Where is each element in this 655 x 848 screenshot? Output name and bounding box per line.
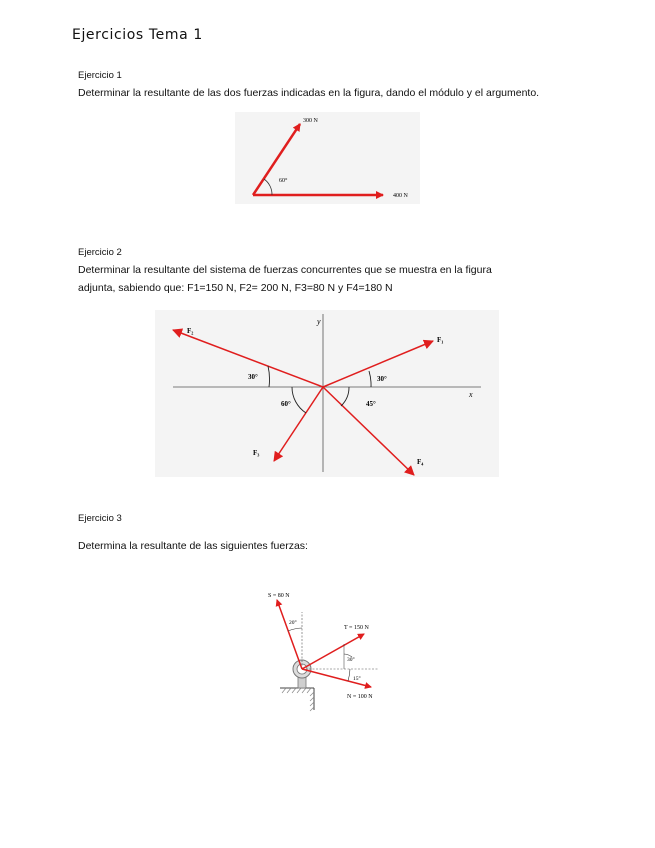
F3-label: F₃ (253, 449, 260, 457)
exercise-1-text: Determinar la resultante de las dos fuerzas indicadas en la figura, dando el módulo y el argumento. (78, 87, 540, 99)
F4-label: F₄ (417, 458, 424, 466)
exercise-2-figure (155, 310, 499, 477)
exercise-1-label: Ejercicio 1 (78, 70, 122, 81)
angle-arc-F1 (369, 371, 371, 387)
angle-arc-15 (348, 669, 350, 681)
exercise-1-figure (235, 112, 420, 204)
F1-label: F₁ (437, 336, 444, 344)
angle-20-label: 20° (289, 620, 297, 626)
y-axis-label: y (317, 317, 321, 326)
force-T-label: T = 150 N (344, 625, 369, 631)
force-400-label: 400 N (393, 193, 408, 199)
angle-arc-F3 (292, 387, 306, 413)
exercise-3-text: Determina la resultante de las siguientes fuerzas: (78, 540, 308, 552)
angle-30-right-label: 30° (377, 375, 387, 383)
x-axis-label: x (469, 390, 473, 399)
angle-60-label: 60° (281, 400, 291, 408)
exercise-2-text-line1: Determinar la resultante del sistema de fuerzas concurrentes que se muestra en la figura (78, 264, 492, 276)
exercise-2-label: Ejercicio 2 (78, 247, 122, 258)
angle-arc (264, 179, 272, 195)
exercise-3-label: Ejercicio 3 (78, 513, 122, 524)
F2-label: F₂ (187, 327, 194, 335)
force-S-label: S = 80 N (268, 593, 290, 599)
angle-15-label: 15° (353, 676, 361, 682)
angle-45-label: 45° (366, 400, 376, 408)
force-F3-arrow (274, 387, 323, 461)
page-title: Ejercicios Tema 1 (72, 27, 203, 43)
force-S-arrow (277, 600, 302, 669)
angle-arc-F2 (268, 366, 270, 387)
angle-arc-F4 (341, 387, 349, 406)
exercise-2-text-line2: adjunta, sabiendo que: F1=150 N, F2= 200 N, F3=80 N y F4=180 N (78, 282, 393, 294)
angle-30-left-label: 30° (248, 373, 258, 381)
force-N-label: N = 100 N (347, 694, 373, 700)
angle-arc-20 (288, 628, 302, 631)
force-T-arrow (302, 634, 364, 669)
ground-hatch (282, 688, 311, 693)
angle-60-label: 60° (279, 178, 288, 184)
force-300-label: 300 N (303, 118, 318, 124)
angle-30-label: 30° (347, 657, 355, 663)
force-300-arrow (253, 124, 300, 195)
wall-hatch (310, 692, 314, 711)
exercise-3-figure (258, 584, 398, 714)
